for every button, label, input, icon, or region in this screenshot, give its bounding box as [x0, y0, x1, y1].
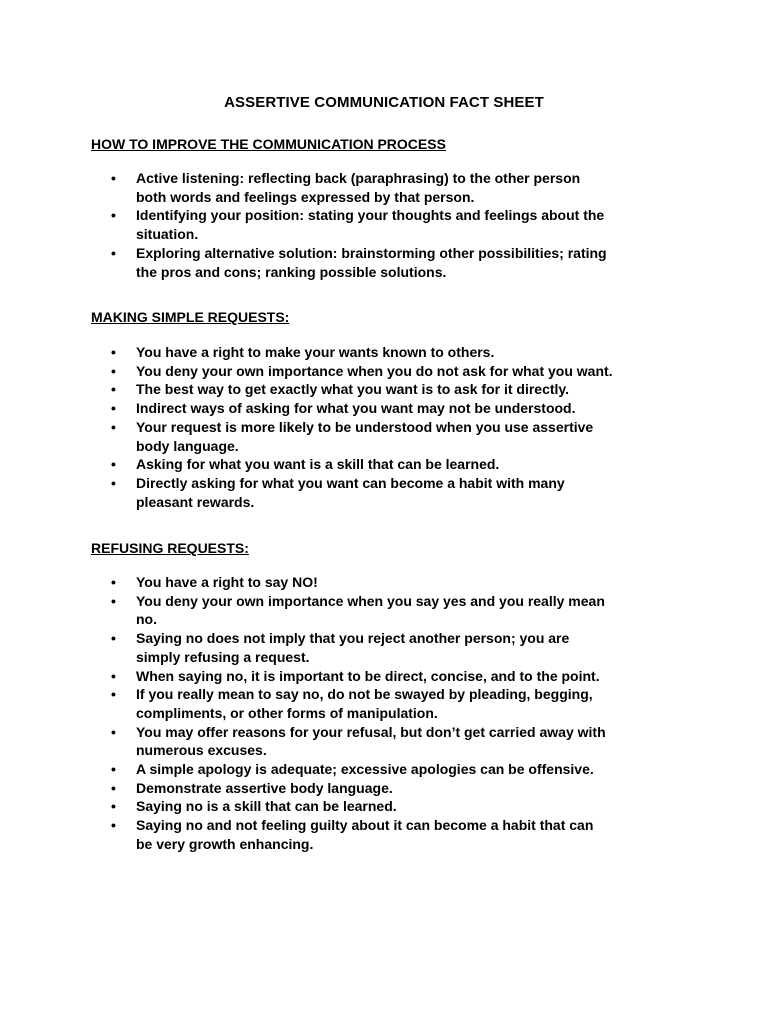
list-item-text: Exploring alternative solution: brainstorming other possibilities; rating the pros and cons; ranking possible solutions. — [136, 244, 607, 280]
list-item-text: The best way to get exactly what you want is to ask for it directly. — [136, 381, 570, 398]
bullet-icon: • — [111, 798, 116, 815]
bullet-list — [91, 169, 691, 281]
list-item-text: Saying no is a skill that can be learned. — [136, 798, 397, 815]
list-item — [91, 399, 691, 418]
list-item-text: Saying no does not imply that you reject another person; you are simply refusing a request. — [136, 630, 570, 665]
list-item — [91, 797, 691, 816]
list-item — [91, 455, 691, 474]
section-refusing-requests — [91, 539, 691, 854]
bullet-icon: • — [111, 456, 116, 473]
list-item — [91, 206, 691, 243]
bullet-icon: • — [111, 244, 116, 261]
bullet-icon: • — [111, 686, 116, 703]
list-item-text: Saying no and not feeling guilty about it can become a habit that can be very growth enhancing. — [136, 817, 594, 852]
list-item — [91, 343, 691, 362]
list-item — [91, 685, 691, 722]
list-item-text: A simple apology is adequate; excessive apologies can be offensive. — [136, 761, 594, 778]
list-item-text: You deny your own importance when you do not ask for what you want. — [136, 362, 613, 379]
list-item-text: Demonstrate assertive body language. — [136, 779, 393, 796]
bullet-icon: • — [111, 817, 116, 834]
bullet-icon: • — [111, 344, 116, 360]
bullet-icon: • — [111, 592, 116, 609]
bullet-list — [91, 573, 691, 854]
list-item-text: Indirect ways of asking for what you want may not be understood. — [136, 400, 576, 417]
list-item-text: You have a right to make your wants known to others. — [136, 344, 495, 360]
list-item — [91, 169, 691, 206]
list-item — [91, 629, 691, 666]
list-item — [91, 573, 691, 592]
bullet-icon: • — [111, 574, 116, 590]
bullet-icon: • — [111, 381, 116, 398]
bullet-icon: • — [111, 400, 116, 417]
list-item-text: Active listening: reflecting back (paraphrasing) to the other person both words and feelings expressed by that person. — [136, 170, 581, 205]
bullet-icon: • — [111, 362, 116, 379]
list-item-text: You have a right to say NO! — [136, 574, 318, 590]
bullet-icon: • — [111, 779, 116, 796]
list-item — [91, 362, 691, 381]
section-heading: HOW TO IMPROVE THE COMMUNICATION PROCESS — [91, 136, 446, 152]
bullet-icon: • — [111, 207, 116, 224]
bullet-icon: • — [111, 761, 116, 778]
list-item-text: You deny your own importance when you say yes and you really mean no. — [136, 592, 605, 628]
list-item — [91, 380, 691, 399]
list-item-text: Directly asking for what you want can become a habit with many pleasant rewards. — [136, 474, 565, 510]
section-heading: REFUSING REQUESTS: — [91, 540, 249, 556]
list-item-text: Asking for what you want is a skill that can be learned. — [136, 456, 500, 473]
bullet-list — [91, 343, 691, 511]
list-item — [91, 723, 691, 760]
bullet-icon: • — [111, 723, 116, 740]
list-item — [91, 760, 691, 779]
section-heading: MAKING SIMPLE REQUESTS: — [91, 309, 290, 325]
list-item — [91, 667, 691, 686]
bullet-icon: • — [111, 630, 116, 647]
list-item — [91, 592, 691, 629]
document-title: ASSERTIVE COMMUNICATION FACT SHEET — [224, 94, 544, 111]
list-item-text: If you really mean to say no, do not be swayed by pleading, begging, compliments, or other forms of manipulation. — [136, 686, 593, 721]
list-item — [91, 779, 691, 798]
bullet-icon: • — [111, 418, 116, 435]
list-item-text: Your request is more likely to be understood when you use assertive body language. — [136, 418, 594, 454]
list-item — [91, 474, 691, 511]
bullet-icon: • — [111, 667, 116, 684]
section-improve-communication — [91, 135, 691, 281]
list-item-text: Identifying your position: stating your thoughts and feelings about the situation. — [136, 207, 605, 243]
section-simple-requests — [91, 308, 691, 511]
list-item — [91, 816, 691, 853]
bullet-icon: • — [111, 474, 116, 491]
list-item-text: When saying no, it is important to be direct, concise, and to the point. — [136, 667, 600, 684]
list-item — [91, 244, 691, 281]
list-item — [91, 418, 691, 455]
bullet-icon: • — [111, 170, 116, 186]
list-item-text: You may offer reasons for your refusal, but don’t get carried away with numerous excuses. — [136, 723, 606, 759]
